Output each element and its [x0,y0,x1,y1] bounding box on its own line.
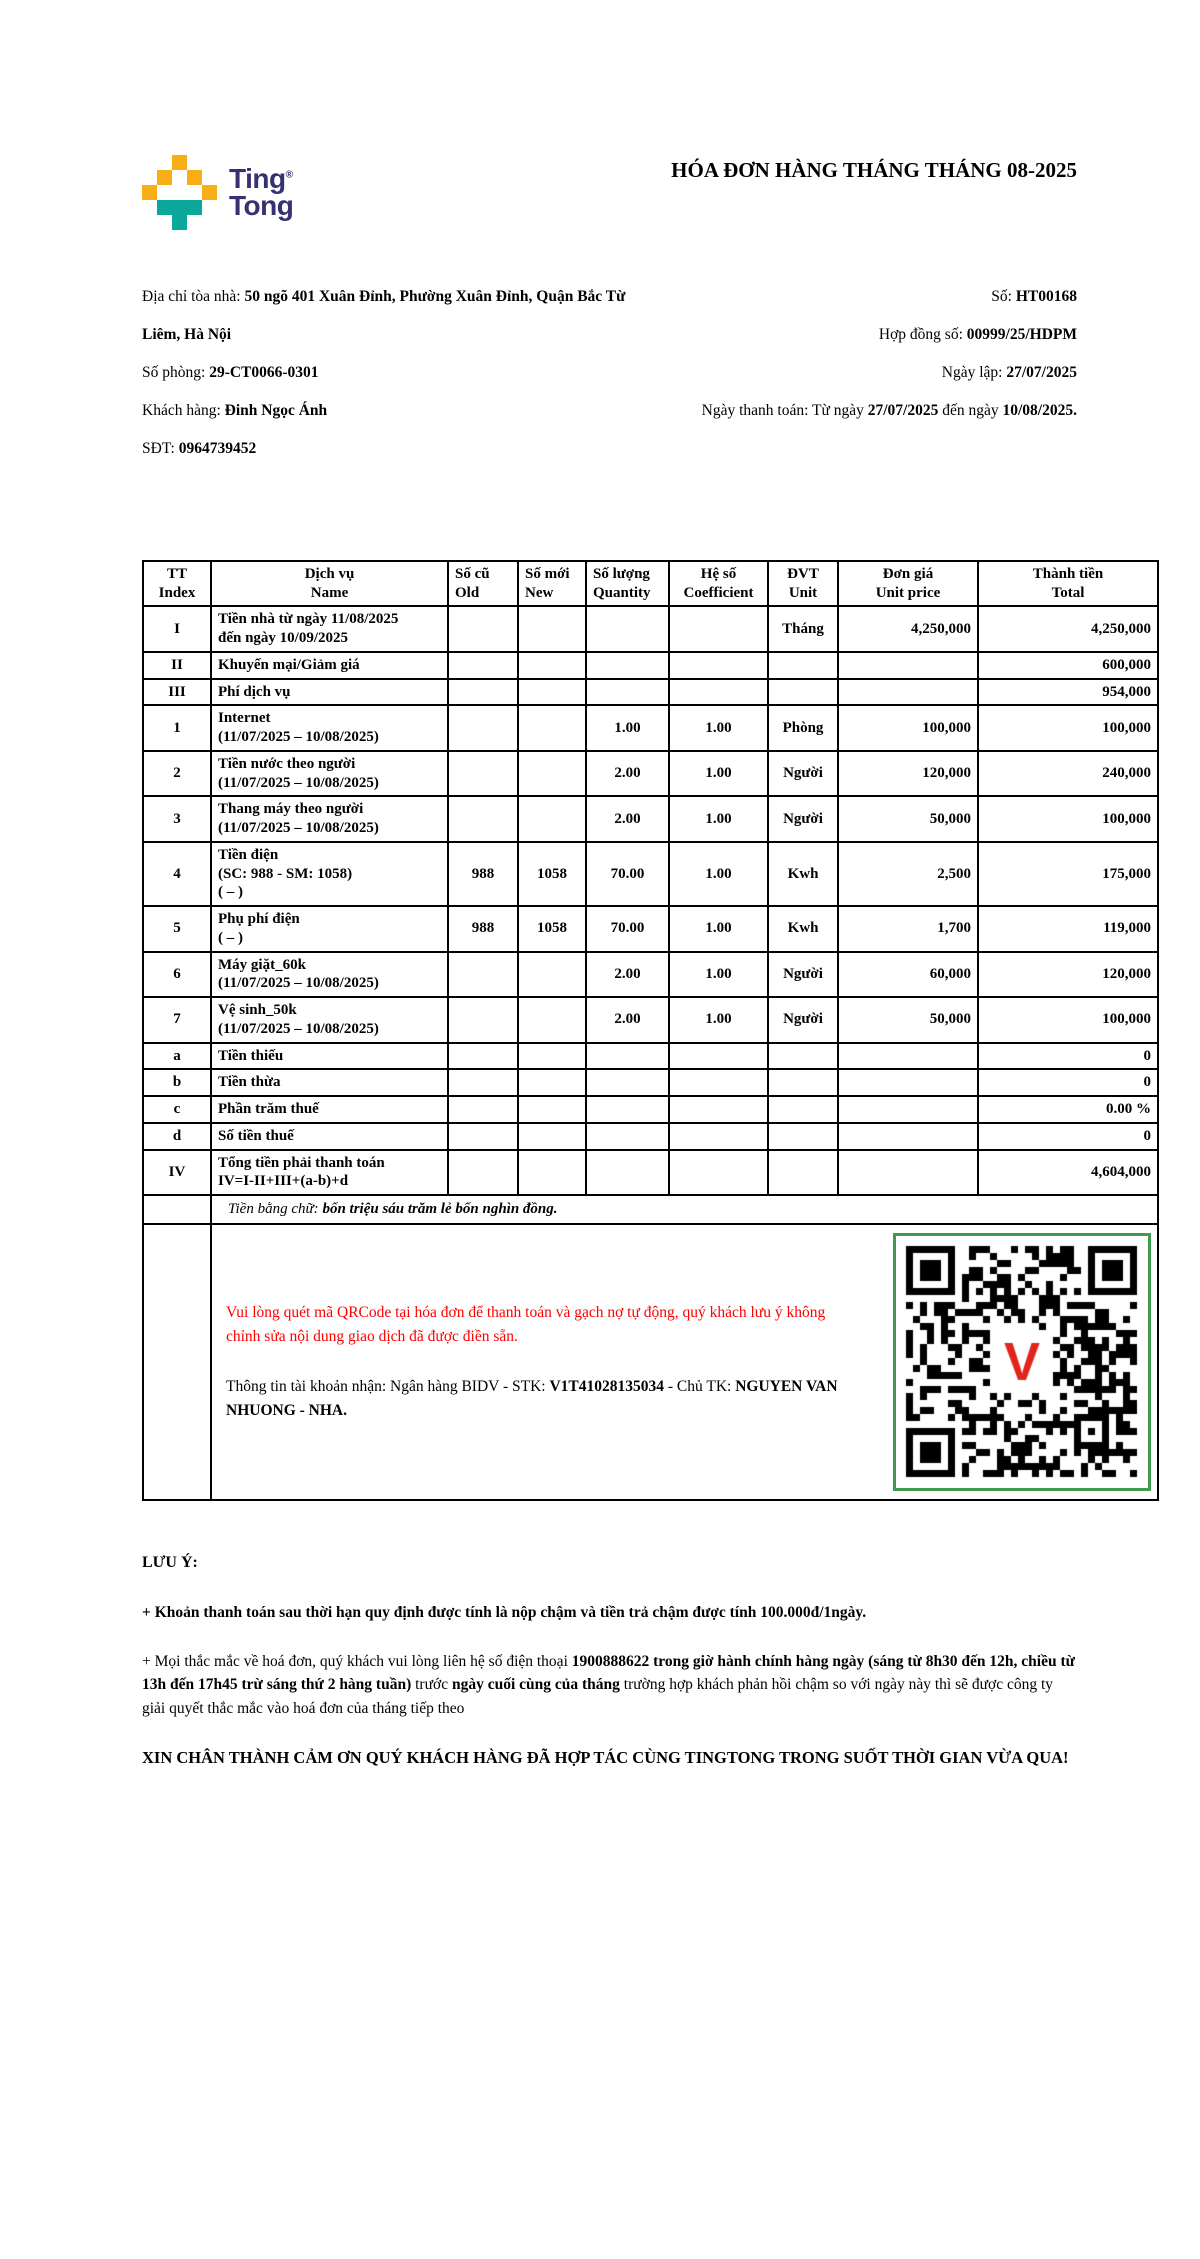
logo-pixel-empty [142,215,157,230]
logo-pixel-yellow [142,185,157,200]
cell-total: 100,000 [978,796,1158,842]
cell-unit: Kwh [768,906,838,952]
cell-new [518,652,586,679]
cell-coefficient [669,1123,768,1150]
cell-new [518,952,586,998]
cell-unit-price: 2,500 [838,842,978,906]
logo-line2: Tong [229,189,294,221]
cell-index: 7 [143,997,211,1043]
cell-old [448,652,518,679]
cell-name: Tiền nhà từ ngày 11/08/2025 đến ngày 10/09/2025 [211,606,448,652]
invoice-info [142,278,1157,468]
cell-unit-price [838,1043,978,1070]
cell-unit-price [838,1123,978,1150]
logo-pixel-empty [157,215,172,230]
cell-unit [768,679,838,706]
cell-unit-price: 100,000 [838,705,978,751]
cell-index: 4 [143,842,211,906]
table-body [143,606,1158,1195]
cell-unit-price [838,679,978,706]
cell-quantity [586,1150,669,1196]
bank-account-info: Thông tin tài khoản nhận: Ngân hàng BIDV - STK: V1T41028135034 - Chủ TK: NGUYEN VAN NHUONG - NHA. [226,1377,838,1419]
cell-unit [768,1069,838,1096]
cell-unit-price: 50,000 [838,796,978,842]
cell-quantity: 70.00 [586,842,669,906]
col-header-index: TT Index [143,561,211,607]
col-header-quantity: Số lượng Quantity [586,561,669,607]
logo-pixel-empty [187,215,202,230]
cell-unit-price: 50,000 [838,997,978,1043]
table-row [143,796,1158,842]
logo-pixel-empty [202,200,217,215]
col-header-unit-price: Đơn giá Unit price [838,561,978,607]
cell-new [518,1096,586,1123]
cell-quantity [586,1069,669,1096]
cell-name: Tổng tiền phải thanh toán IV=I-II+III+(a-b)+d [211,1150,448,1196]
cell-quantity: 2.00 [586,997,669,1043]
cell-new: 1058 [518,906,586,952]
table-row [143,997,1158,1043]
cell-coefficient: 1.00 [669,906,768,952]
cell-old [448,606,518,652]
cell-new [518,1150,586,1196]
logo-pixel-teal [157,200,172,215]
invoice-table [142,560,1159,1501]
cell-index: III [143,679,211,706]
payment-period: Ngày thanh toán: Từ ngày 27/07/2025 đến ngày 10/08/2025. [701,401,1077,419]
cell-coefficient [669,1069,768,1096]
table-row [143,679,1158,706]
cell-total: 0 [978,1069,1158,1096]
cell-old: 988 [448,842,518,906]
cell-unit: Người [768,796,838,842]
table-row [143,906,1158,952]
cell-unit [768,1043,838,1070]
logo-pixel-yellow [202,185,217,200]
cell-coefficient [669,679,768,706]
cell-old [448,1069,518,1096]
invoice-number: Số: HT00168 [991,288,1077,305]
payment-cell [211,1224,1158,1500]
col-header-name: Dịch vụ Name [211,561,448,607]
cell-index: b [143,1069,211,1096]
cell-index: 2 [143,751,211,797]
issue-date: Ngày lập: 27/07/2025 [941,363,1077,381]
table-row [143,952,1158,998]
col-header-unit: ĐVT Unit [768,561,838,607]
tingtong-logo-text [229,162,294,221]
cell-total: 119,000 [978,906,1158,952]
logo-pixel-teal [172,215,187,230]
cell-quantity: 70.00 [586,906,669,952]
cell-total: 4,604,000 [978,1150,1158,1196]
cell-total: 175,000 [978,842,1158,906]
table-row [143,1043,1158,1070]
cell-quantity [586,1043,669,1070]
cell-new [518,1123,586,1150]
customer-phone: SĐT: 0964739452 [142,439,257,457]
cell-index: I [143,606,211,652]
cell-name: Phần trăm thuế [211,1096,448,1123]
cell-name: Số tiền thuế [211,1123,448,1150]
notes-heading: LƯU Ý: [142,1553,198,1571]
cell-unit: Phòng [768,705,838,751]
hotline-note: + Mọi thắc mắc về hoá đơn, quý khách vui lòng liên hệ số điện thoại 1900888622 trong giờ hành chính hàng ngày (sáng từ 8h30 đến 12h, chiều từ 13h đến 17h45 trừ sáng thứ 2 hàng tuần) trước ngày cuối cùng của tháng trường hợp khách phản hồi chậm so với ngày này thì sẽ được công ty giải quyết thắc mắc vào hoá đơn của tháng tiếp theo [142,1653,1075,1717]
cell-quantity [586,1123,669,1150]
tingtong-logo [142,155,293,230]
logo-pixel-empty [202,155,217,170]
logo-pixel-empty [202,215,217,230]
table-row [143,652,1158,679]
logo-pixel-yellow [157,170,172,185]
cell-index: IV [143,1150,211,1196]
cell-index [143,1224,211,1500]
invoice-title: HÓA ĐƠN HÀNG THÁNG THÁNG 08-2025 [671,158,1077,182]
cell-coefficient: 1.00 [669,796,768,842]
logo-line1: Ting [229,162,286,194]
cell-old [448,751,518,797]
logo-pixel-teal [172,200,187,215]
cell-new [518,796,586,842]
cell-coefficient: 1.00 [669,952,768,998]
logo-pixel-empty [142,200,157,215]
cell-old [448,1150,518,1196]
col-header-total: Thành tiền Total [978,561,1158,607]
cell-unit [768,1123,838,1150]
logo-pixel-empty [172,170,187,185]
cell-name: Tiền nước theo người (11/07/2025 – 10/08/2025) [211,751,448,797]
cell-coefficient: 1.00 [669,751,768,797]
table-header-row [143,561,1158,607]
table-row [143,1069,1158,1096]
cell-unit: Người [768,952,838,998]
customer-name: Khách hàng: Đinh Ngọc Ánh [142,401,328,419]
cell-new [518,705,586,751]
logo-pixel-empty [157,155,172,170]
cell-unit [768,1150,838,1196]
cell-index: a [143,1043,211,1070]
cell-name: Khuyến mại/Giảm giá [211,652,448,679]
cell-unit-price [838,1150,978,1196]
cell-quantity: 2.00 [586,751,669,797]
amount-in-words-row [143,1195,1158,1224]
logo-pixel-empty [142,155,157,170]
cell-new [518,606,586,652]
table-row [143,842,1158,906]
cell-quantity: 2.00 [586,952,669,998]
qr-code-image [904,1244,1140,1480]
logo-pixel-empty [142,170,157,185]
registered-mark: ® [285,169,293,181]
building-address: Địa chỉ tòa nhà: 50 ngõ 401 Xuân Đỉnh, Phường Xuân Đỉnh, Quận Bắc Từ Liêm, Hà Nội [142,288,626,343]
customer-info [142,278,667,468]
logo-pixel-yellow [187,170,202,185]
cell-unit: Người [768,751,838,797]
cell-coefficient [669,1096,768,1123]
cell-total: 0.00 % [978,1096,1158,1123]
cell-name: Phí dịch vụ [211,679,448,706]
header [142,155,1157,230]
cell-name: Tiền thừa [211,1069,448,1096]
cell-unit: Người [768,997,838,1043]
cell-new [518,1043,586,1070]
cell-unit [768,1096,838,1123]
cell-total: 120,000 [978,952,1158,998]
cell-new [518,751,586,797]
logo-pixel-yellow [172,155,187,170]
payment-qr-code [893,1233,1151,1491]
cell-name: Tiền thiếu [211,1043,448,1070]
cell-new: 1058 [518,842,586,906]
cell-coefficient [669,652,768,679]
qr-instruction-note: Vui lòng quét mã QRCode tại hóa đơn để thanh toán và gạch nợ tự động, quý khách lưu ý không chỉnh sửa nội dung giao dịch đã được điền sẵn. [226,1303,826,1345]
cell-old [448,1096,518,1123]
cell-old [448,1043,518,1070]
cell-total: 4,250,000 [978,606,1158,652]
col-header-old: Số cũ Old [448,561,518,607]
cell-unit-price: 120,000 [838,751,978,797]
cell-total: 0 [978,1123,1158,1150]
cell-total: 600,000 [978,652,1158,679]
cell-coefficient: 1.00 [669,705,768,751]
cell-index [143,1195,211,1224]
table-row [143,751,1158,797]
payment-row [143,1224,1158,1500]
cell-unit-price [838,652,978,679]
cell-index: c [143,1096,211,1123]
cell-total: 0 [978,1043,1158,1070]
cell-unit-price [838,1069,978,1096]
cell-old: 988 [448,906,518,952]
invoice-meta [677,278,1157,468]
footer-notes [142,1551,1080,1771]
cell-name: Máy giặt_60k (11/07/2025 – 10/08/2025) [211,952,448,998]
room-number: Số phòng: 29-CT0066-0301 [142,363,319,381]
col-header-new: Số mới New [518,561,586,607]
cell-coefficient [669,1150,768,1196]
cell-quantity: 2.00 [586,796,669,842]
cell-new [518,997,586,1043]
contract-number: Hợp đồng số: 00999/25/HDPM [878,325,1077,343]
logo-pixel-empty [202,170,217,185]
cell-total: 100,000 [978,705,1158,751]
cell-old [448,796,518,842]
late-payment-note: + Khoản thanh toán sau thời hạn quy định được tính là nộp chậm và tiền trả chậm được tính 100.000đ/1ngày. [142,1603,867,1621]
cell-unit: Tháng [768,606,838,652]
cell-quantity [586,652,669,679]
cell-quantity [586,1096,669,1123]
cell-unit-price: 60,000 [838,952,978,998]
cell-unit-price: 4,250,000 [838,606,978,652]
table-row [143,1123,1158,1150]
logo-pixel-empty [187,155,202,170]
amount-in-words: Tiền bằng chữ: bốn triệu sáu trăm lẻ bốn nghìn đồng. [211,1195,1158,1224]
cell-total: 240,000 [978,751,1158,797]
table-row [143,1096,1158,1123]
table-row [143,1150,1158,1196]
cell-coefficient: 1.00 [669,842,768,906]
thank-you-message: XIN CHÂN THÀNH CẢM ƠN QUÝ KHÁCH HÀNG ĐÃ HỢP TÁC CÙNG TINGTONG TRONG SUỐT THỜI GIAN VỪA QUA! [142,1747,1069,1767]
cell-total: 954,000 [978,679,1158,706]
cell-old [448,997,518,1043]
cell-name: Internet (11/07/2025 – 10/08/2025) [211,705,448,751]
logo-pixel-empty [172,185,187,200]
cell-old [448,705,518,751]
cell-name: Thang máy theo người (11/07/2025 – 10/08/2025) [211,796,448,842]
cell-quantity [586,679,669,706]
cell-unit: Kwh [768,842,838,906]
col-header-coefficient: Hệ số Coefficient [669,561,768,607]
logo-pixel-teal [187,200,202,215]
cell-name: Tiền điện (SC: 988 - SM: 1058) ( – ) [211,842,448,906]
cell-coefficient [669,606,768,652]
cell-index: 3 [143,796,211,842]
cell-index: 1 [143,705,211,751]
cell-coefficient [669,1043,768,1070]
cell-name: Phụ phí điện ( – ) [211,906,448,952]
cell-quantity [586,606,669,652]
cell-new [518,679,586,706]
cell-old [448,1123,518,1150]
logo-pixel-empty [157,185,172,200]
cell-unit-price [838,1096,978,1123]
cell-unit [768,652,838,679]
cell-index: II [143,652,211,679]
cell-index: 5 [143,906,211,952]
cell-index: 6 [143,952,211,998]
cell-unit-price: 1,700 [838,906,978,952]
cell-total: 100,000 [978,997,1158,1043]
table-row [143,606,1158,652]
tingtong-logo-icon [142,155,217,230]
cell-old [448,952,518,998]
cell-index: d [143,1123,211,1150]
cell-coefficient: 1.00 [669,997,768,1043]
logo-pixel-empty [187,185,202,200]
cell-old [448,679,518,706]
table-row [143,705,1158,751]
cell-name: Vệ sinh_50k (11/07/2025 – 10/08/2025) [211,997,448,1043]
cell-quantity: 1.00 [586,705,669,751]
cell-new [518,1069,586,1096]
